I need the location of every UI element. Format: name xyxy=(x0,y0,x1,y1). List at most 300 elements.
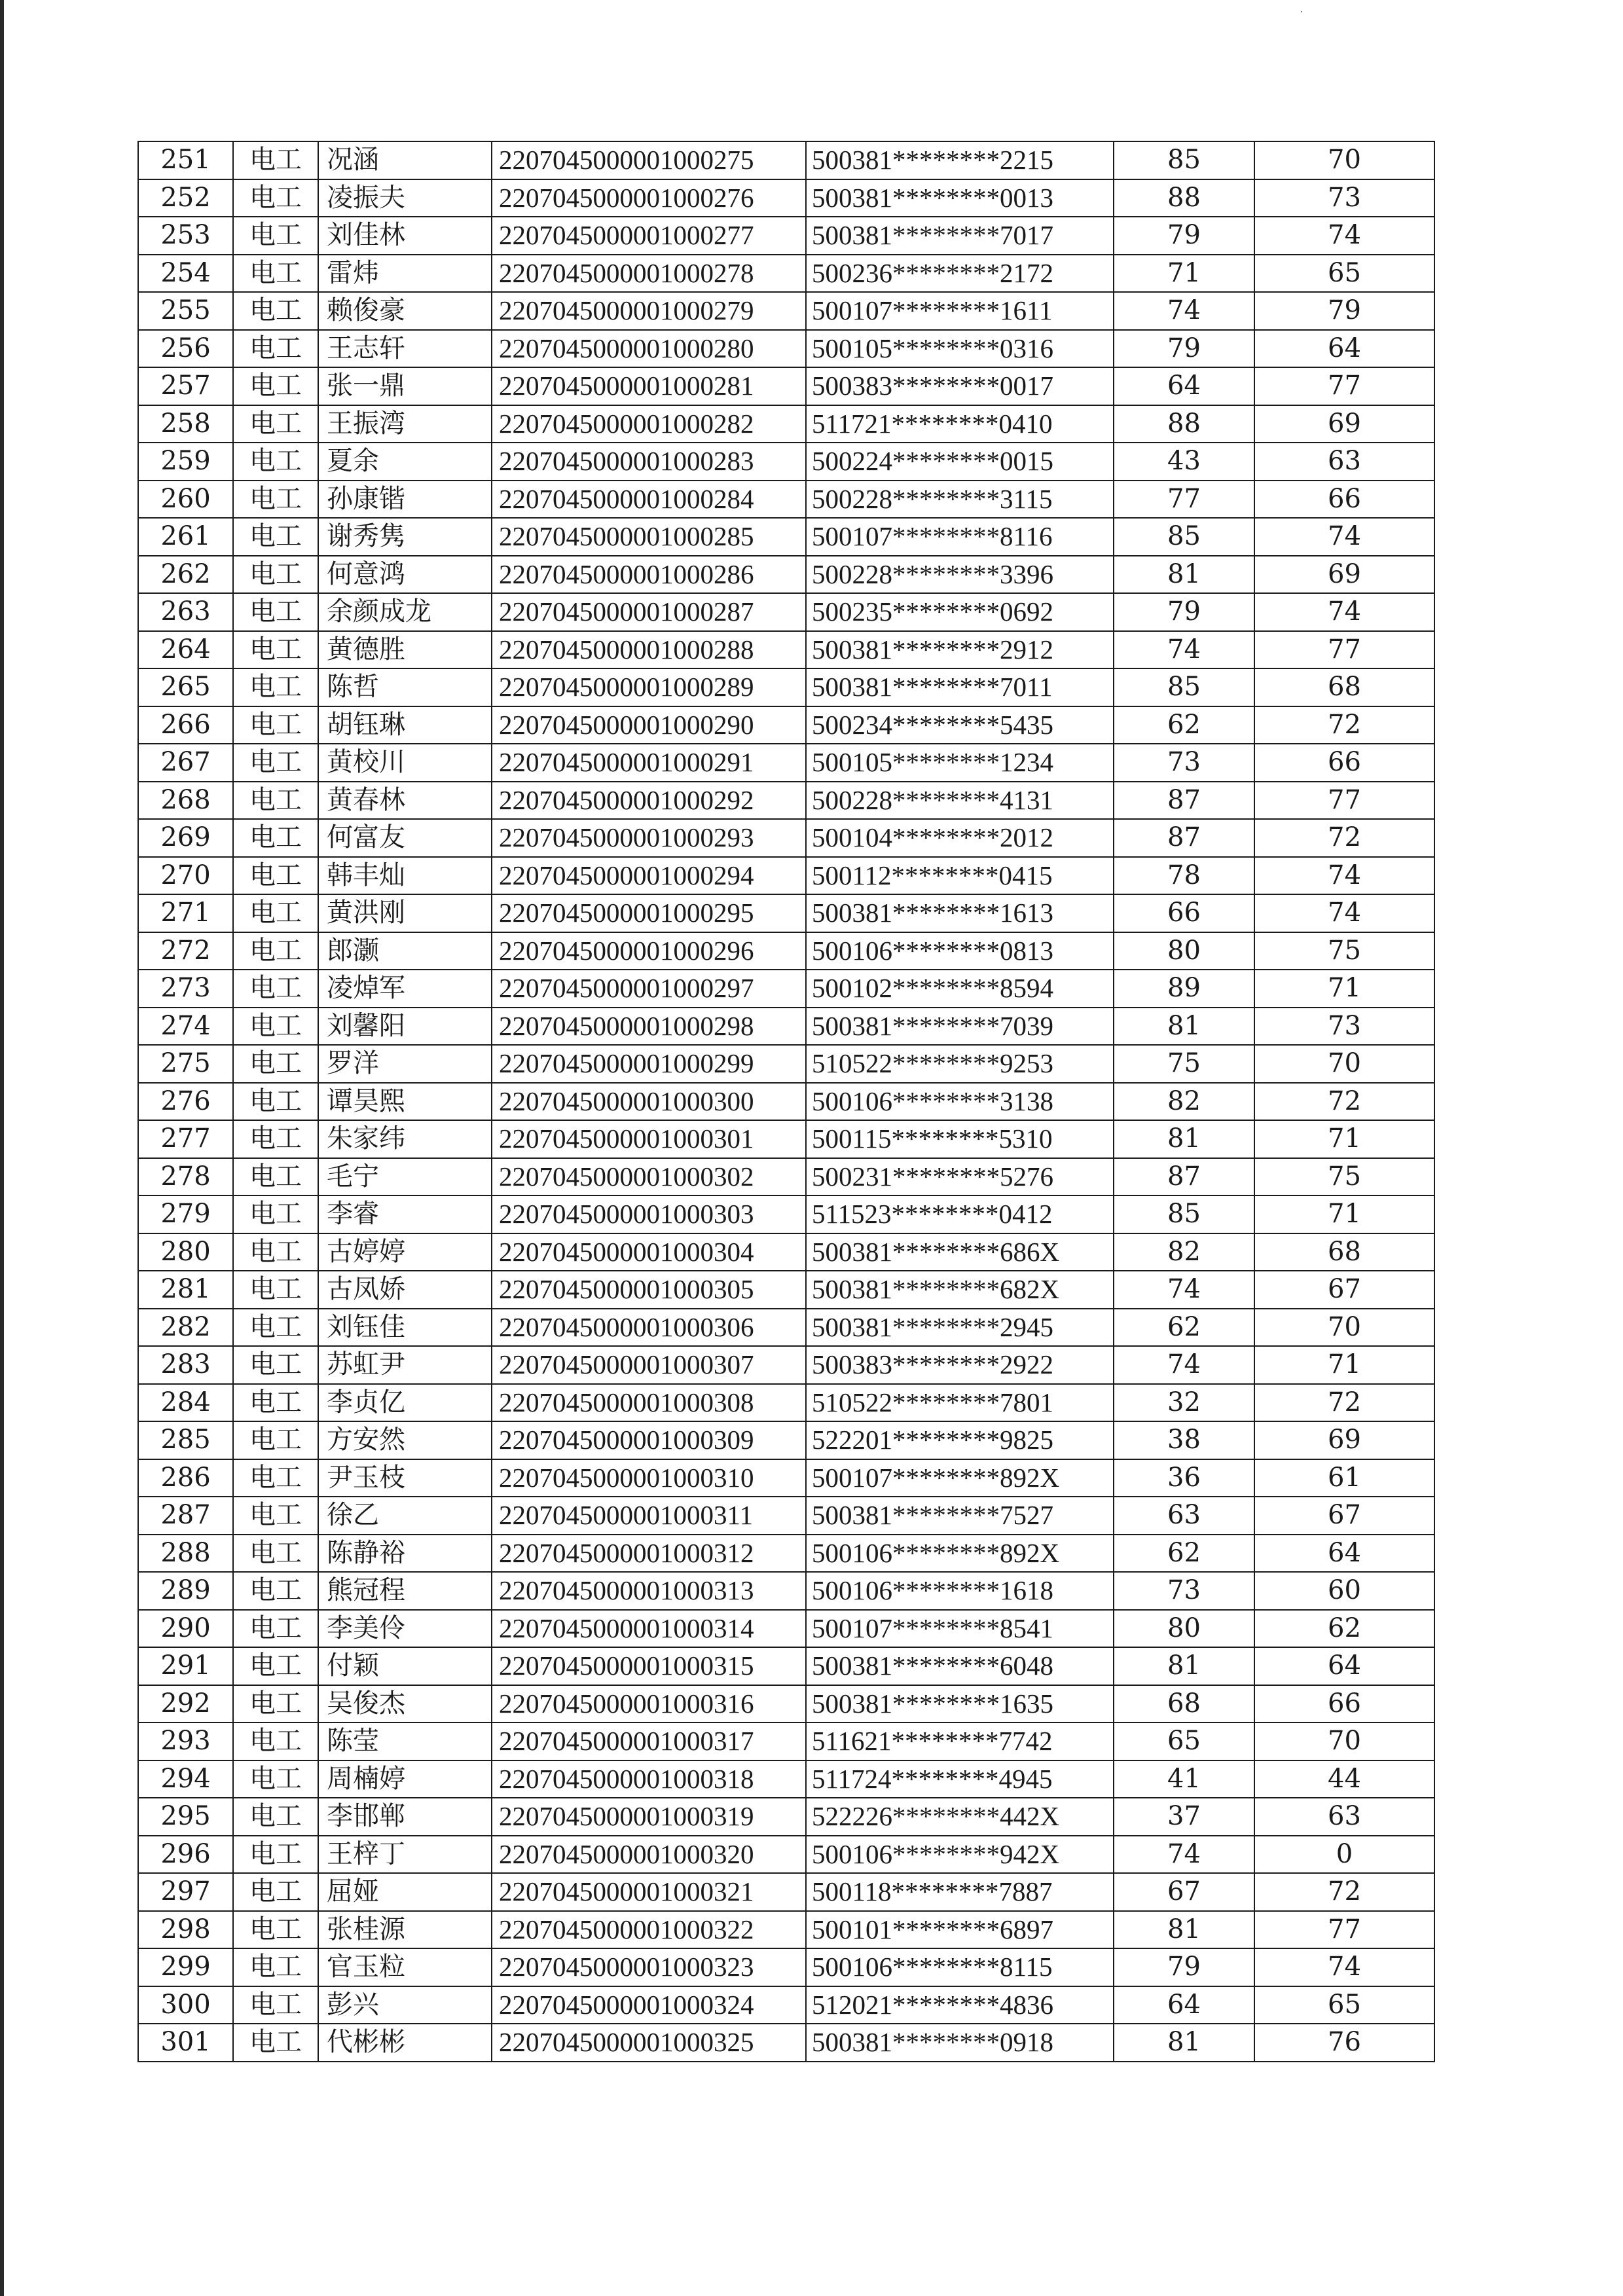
certificate-number-cell: 2207045000001000286 xyxy=(492,556,806,594)
table-row xyxy=(138,217,1434,255)
id-number-cell: 500228********3396 xyxy=(806,556,1114,594)
job-type-cell: 电工 xyxy=(233,894,318,932)
job-type-cell: 电工 xyxy=(233,481,318,519)
job-type-cell: 电工 xyxy=(233,367,318,405)
row-number-cell: 258 xyxy=(138,405,233,443)
practical-score-cell: 66 xyxy=(1254,744,1434,782)
certificate-number-cell: 2207045000001000287 xyxy=(492,593,806,631)
certificate-number-cell: 2207045000001000285 xyxy=(492,518,806,556)
job-type-cell: 电工 xyxy=(233,706,318,744)
job-type-cell: 电工 xyxy=(233,1685,318,1723)
table-row xyxy=(138,631,1434,669)
table-row xyxy=(138,706,1434,744)
candidate-name-cell: 陈静裕 xyxy=(318,1535,492,1573)
candidate-name-cell: 古婷婷 xyxy=(318,1233,492,1271)
table-row xyxy=(138,1497,1434,1535)
theory-score-cell: 74 xyxy=(1114,1271,1254,1309)
candidate-name-cell: 官玉粒 xyxy=(318,1948,492,1986)
certificate-number-cell: 2207045000001000298 xyxy=(492,1008,806,1046)
id-number-cell: 512021********4836 xyxy=(806,1986,1114,2024)
practical-score-cell: 63 xyxy=(1254,443,1434,481)
practical-score-cell: 67 xyxy=(1254,1271,1434,1309)
theory-score-cell: 74 xyxy=(1114,292,1254,330)
table-row xyxy=(138,1760,1434,1798)
theory-score-cell: 88 xyxy=(1114,179,1254,217)
job-type-cell: 电工 xyxy=(233,1309,318,1347)
table-row xyxy=(138,1346,1434,1384)
job-type-cell: 电工 xyxy=(233,1459,318,1497)
table-row xyxy=(138,1045,1434,1083)
candidate-name-cell: 刘馨阳 xyxy=(318,1008,492,1046)
practical-score-cell: 64 xyxy=(1254,1647,1434,1685)
id-number-cell: 500228********3115 xyxy=(806,481,1114,519)
table-row xyxy=(138,593,1434,631)
job-type-cell: 电工 xyxy=(233,1083,318,1121)
id-number-cell: 500106********0813 xyxy=(806,932,1114,970)
id-number-cell: 500381********682X xyxy=(806,1271,1114,1309)
table-row xyxy=(138,1271,1434,1309)
id-number-cell: 500381********2215 xyxy=(806,141,1114,179)
practical-score-cell: 62 xyxy=(1254,1610,1434,1648)
practical-score-cell: 69 xyxy=(1254,556,1434,594)
practical-score-cell: 72 xyxy=(1254,1873,1434,1911)
id-number-cell: 500381********0918 xyxy=(806,2024,1114,2062)
table-row xyxy=(138,1911,1434,1949)
scan-speck: · xyxy=(1300,5,1304,19)
candidate-name-cell: 黄洪刚 xyxy=(318,894,492,932)
id-number-cell: 500107********8116 xyxy=(806,518,1114,556)
table-row xyxy=(138,1158,1434,1196)
theory-score-cell: 66 xyxy=(1114,894,1254,932)
practical-score-cell: 70 xyxy=(1254,1309,1434,1347)
table-row xyxy=(138,1948,1434,1986)
job-type-cell: 电工 xyxy=(233,1233,318,1271)
table-row xyxy=(138,819,1434,857)
practical-score-cell: 60 xyxy=(1254,1572,1434,1610)
table-row xyxy=(138,1120,1434,1158)
row-number-cell: 252 xyxy=(138,179,233,217)
row-number-cell: 280 xyxy=(138,1233,233,1271)
row-number-cell: 259 xyxy=(138,443,233,481)
job-type-cell: 电工 xyxy=(233,1120,318,1158)
candidate-name-cell: 尹玉枝 xyxy=(318,1459,492,1497)
certificate-number-cell: 2207045000001000325 xyxy=(492,2024,806,2062)
practical-score-cell: 66 xyxy=(1254,1685,1434,1723)
candidate-name-cell: 毛宁 xyxy=(318,1158,492,1196)
candidate-name-cell: 赖俊豪 xyxy=(318,292,492,330)
theory-score-cell: 67 xyxy=(1114,1873,1254,1911)
certificate-number-cell: 2207045000001000277 xyxy=(492,217,806,255)
practical-score-cell: 69 xyxy=(1254,405,1434,443)
certificate-number-cell: 2207045000001000321 xyxy=(492,1873,806,1911)
candidate-name-cell: 方安然 xyxy=(318,1421,492,1459)
table-row xyxy=(138,857,1434,895)
theory-score-cell: 87 xyxy=(1114,819,1254,857)
theory-score-cell: 74 xyxy=(1114,1836,1254,1874)
job-type-cell: 电工 xyxy=(233,1798,318,1836)
theory-score-cell: 71 xyxy=(1114,255,1254,293)
theory-score-cell: 81 xyxy=(1114,1647,1254,1685)
practical-score-cell: 75 xyxy=(1254,932,1434,970)
theory-score-cell: 37 xyxy=(1114,1798,1254,1836)
theory-score-cell: 65 xyxy=(1114,1722,1254,1760)
id-number-cell: 500381********2912 xyxy=(806,631,1114,669)
table-row xyxy=(138,141,1434,179)
practical-score-cell: 72 xyxy=(1254,819,1434,857)
row-number-cell: 279 xyxy=(138,1195,233,1233)
certificate-number-cell: 2207045000001000305 xyxy=(492,1271,806,1309)
job-type-cell: 电工 xyxy=(233,1647,318,1685)
certificate-number-cell: 2207045000001000281 xyxy=(492,367,806,405)
practical-score-cell: 77 xyxy=(1254,782,1434,820)
id-number-cell: 500381********1613 xyxy=(806,894,1114,932)
job-type-cell: 电工 xyxy=(233,556,318,594)
id-number-cell: 500118********7887 xyxy=(806,1873,1114,1911)
table-row xyxy=(138,894,1434,932)
candidate-name-cell: 凌振夫 xyxy=(318,179,492,217)
row-number-cell: 299 xyxy=(138,1948,233,1986)
table-row xyxy=(138,481,1434,519)
id-number-cell: 500383********2922 xyxy=(806,1346,1114,1384)
row-number-cell: 274 xyxy=(138,1008,233,1046)
theory-score-cell: 64 xyxy=(1114,1986,1254,2024)
theory-score-cell: 80 xyxy=(1114,1610,1254,1648)
id-number-cell: 500101********6897 xyxy=(806,1911,1114,1949)
row-number-cell: 253 xyxy=(138,217,233,255)
theory-score-cell: 85 xyxy=(1114,141,1254,179)
theory-score-cell: 89 xyxy=(1114,970,1254,1008)
job-type-cell: 电工 xyxy=(233,405,318,443)
id-number-cell: 500381********6048 xyxy=(806,1647,1114,1685)
candidate-name-cell: 陈哲 xyxy=(318,668,492,706)
certificate-number-cell: 2207045000001000303 xyxy=(492,1195,806,1233)
theory-score-cell: 77 xyxy=(1114,481,1254,519)
candidate-name-cell: 张桂源 xyxy=(318,1911,492,1949)
candidate-name-cell: 周楠婷 xyxy=(318,1760,492,1798)
row-number-cell: 263 xyxy=(138,593,233,631)
table-row xyxy=(138,2024,1434,2062)
row-number-cell: 276 xyxy=(138,1083,233,1121)
id-number-cell: 500381********7017 xyxy=(806,217,1114,255)
row-number-cell: 300 xyxy=(138,1986,233,2024)
theory-score-cell: 82 xyxy=(1114,1083,1254,1121)
table-row xyxy=(138,668,1434,706)
certificate-number-cell: 2207045000001000291 xyxy=(492,744,806,782)
candidate-name-cell: 屈娅 xyxy=(318,1873,492,1911)
practical-score-cell: 77 xyxy=(1254,631,1434,669)
candidate-name-cell: 黄春林 xyxy=(318,782,492,820)
practical-score-cell: 68 xyxy=(1254,1233,1434,1271)
row-number-cell: 275 xyxy=(138,1045,233,1083)
row-number-cell: 254 xyxy=(138,255,233,293)
job-type-cell: 电工 xyxy=(233,292,318,330)
theory-score-cell: 36 xyxy=(1114,1459,1254,1497)
practical-score-cell: 74 xyxy=(1254,1948,1434,1986)
certificate-number-cell: 2207045000001000279 xyxy=(492,292,806,330)
practical-score-cell: 70 xyxy=(1254,1045,1434,1083)
certificate-number-cell: 2207045000001000294 xyxy=(492,857,806,895)
row-number-cell: 288 xyxy=(138,1535,233,1573)
practical-score-cell: 77 xyxy=(1254,367,1434,405)
theory-score-cell: 85 xyxy=(1114,518,1254,556)
id-number-cell: 500383********0017 xyxy=(806,367,1114,405)
id-number-cell: 500381********0013 xyxy=(806,179,1114,217)
certificate-number-cell: 2207045000001000317 xyxy=(492,1722,806,1760)
table-row xyxy=(138,1572,1434,1610)
id-number-cell: 500381********686X xyxy=(806,1233,1114,1271)
id-number-cell: 510522********9253 xyxy=(806,1045,1114,1083)
table-row xyxy=(138,292,1434,330)
certificate-number-cell: 2207045000001000308 xyxy=(492,1384,806,1422)
score-table xyxy=(137,141,1435,2062)
certificate-number-cell: 2207045000001000309 xyxy=(492,1421,806,1459)
candidate-name-cell: 吴俊杰 xyxy=(318,1685,492,1723)
table-row xyxy=(138,1836,1434,1874)
candidate-name-cell: 余颜成龙 xyxy=(318,593,492,631)
row-number-cell: 262 xyxy=(138,556,233,594)
certificate-number-cell: 2207045000001000289 xyxy=(492,668,806,706)
certificate-number-cell: 2207045000001000276 xyxy=(492,179,806,217)
id-number-cell: 500234********5435 xyxy=(806,706,1114,744)
row-number-cell: 282 xyxy=(138,1309,233,1347)
table-row xyxy=(138,1195,1434,1233)
candidate-name-cell: 况涵 xyxy=(318,141,492,179)
id-number-cell: 500115********5310 xyxy=(806,1120,1114,1158)
table-row xyxy=(138,1309,1434,1347)
job-type-cell: 电工 xyxy=(233,631,318,669)
candidate-name-cell: 彭兴 xyxy=(318,1986,492,2024)
row-number-cell: 271 xyxy=(138,894,233,932)
candidate-name-cell: 李邯郸 xyxy=(318,1798,492,1836)
row-number-cell: 289 xyxy=(138,1572,233,1610)
practical-score-cell: 44 xyxy=(1254,1760,1434,1798)
job-type-cell: 电工 xyxy=(233,1986,318,2024)
theory-score-cell: 43 xyxy=(1114,443,1254,481)
certificate-number-cell: 2207045000001000316 xyxy=(492,1685,806,1723)
table-row xyxy=(138,1986,1434,2024)
certificate-number-cell: 2207045000001000296 xyxy=(492,932,806,970)
practical-score-cell: 74 xyxy=(1254,518,1434,556)
practical-score-cell: 79 xyxy=(1254,292,1434,330)
job-type-cell: 电工 xyxy=(233,1722,318,1760)
table-row xyxy=(138,1647,1434,1685)
certificate-number-cell: 2207045000001000315 xyxy=(492,1647,806,1685)
theory-score-cell: 74 xyxy=(1114,1346,1254,1384)
job-type-cell: 电工 xyxy=(233,744,318,782)
candidate-name-cell: 黄德胜 xyxy=(318,631,492,669)
row-number-cell: 294 xyxy=(138,1760,233,1798)
table-row xyxy=(138,518,1434,556)
job-type-cell: 电工 xyxy=(233,217,318,255)
row-number-cell: 291 xyxy=(138,1647,233,1685)
candidate-name-cell: 李贞亿 xyxy=(318,1384,492,1422)
table-row xyxy=(138,330,1434,368)
certificate-number-cell: 2207045000001000292 xyxy=(492,782,806,820)
score-table-body xyxy=(138,141,1434,2062)
candidate-name-cell: 徐乙 xyxy=(318,1497,492,1535)
job-type-cell: 电工 xyxy=(233,1948,318,1986)
certificate-number-cell: 2207045000001000275 xyxy=(492,141,806,179)
candidate-name-cell: 付颖 xyxy=(318,1647,492,1685)
row-number-cell: 293 xyxy=(138,1722,233,1760)
row-number-cell: 283 xyxy=(138,1346,233,1384)
table-row xyxy=(138,1233,1434,1271)
certificate-number-cell: 2207045000001000320 xyxy=(492,1836,806,1874)
row-number-cell: 290 xyxy=(138,1610,233,1648)
job-type-cell: 电工 xyxy=(233,1045,318,1083)
practical-score-cell: 70 xyxy=(1254,1722,1434,1760)
certificate-number-cell: 2207045000001000280 xyxy=(492,330,806,368)
id-number-cell: 500228********4131 xyxy=(806,782,1114,820)
row-number-cell: 256 xyxy=(138,330,233,368)
certificate-number-cell: 2207045000001000322 xyxy=(492,1911,806,1949)
id-number-cell: 500106********8115 xyxy=(806,1948,1114,1986)
practical-score-cell: 71 xyxy=(1254,970,1434,1008)
candidate-name-cell: 胡钰琳 xyxy=(318,706,492,744)
certificate-number-cell: 2207045000001000302 xyxy=(492,1158,806,1196)
job-type-cell: 电工 xyxy=(233,179,318,217)
certificate-number-cell: 2207045000001000295 xyxy=(492,894,806,932)
practical-score-cell: 64 xyxy=(1254,330,1434,368)
row-number-cell: 281 xyxy=(138,1271,233,1309)
row-number-cell: 301 xyxy=(138,2024,233,2062)
certificate-number-cell: 2207045000001000307 xyxy=(492,1346,806,1384)
theory-score-cell: 80 xyxy=(1114,932,1254,970)
certificate-number-cell: 2207045000001000314 xyxy=(492,1610,806,1648)
certificate-number-cell: 2207045000001000313 xyxy=(492,1572,806,1610)
theory-score-cell: 78 xyxy=(1114,857,1254,895)
row-number-cell: 261 xyxy=(138,518,233,556)
row-number-cell: 287 xyxy=(138,1497,233,1535)
job-type-cell: 电工 xyxy=(233,1421,318,1459)
id-number-cell: 500381********2945 xyxy=(806,1309,1114,1347)
table-row xyxy=(138,932,1434,970)
row-number-cell: 286 xyxy=(138,1459,233,1497)
practical-score-cell: 65 xyxy=(1254,1986,1434,2024)
certificate-number-cell: 2207045000001000299 xyxy=(492,1045,806,1083)
practical-score-cell: 73 xyxy=(1254,179,1434,217)
practical-score-cell: 72 xyxy=(1254,706,1434,744)
id-number-cell: 500105********0316 xyxy=(806,330,1114,368)
job-type-cell: 电工 xyxy=(233,668,318,706)
job-type-cell: 电工 xyxy=(233,1497,318,1535)
job-type-cell: 电工 xyxy=(233,1572,318,1610)
job-type-cell: 电工 xyxy=(233,1346,318,1384)
candidate-name-cell: 刘钰佳 xyxy=(318,1309,492,1347)
row-number-cell: 297 xyxy=(138,1873,233,1911)
practical-score-cell: 71 xyxy=(1254,1195,1434,1233)
theory-score-cell: 81 xyxy=(1114,1120,1254,1158)
certificate-number-cell: 2207045000001000290 xyxy=(492,706,806,744)
theory-score-cell: 81 xyxy=(1114,2024,1254,2062)
candidate-name-cell: 夏余 xyxy=(318,443,492,481)
id-number-cell: 500112********0415 xyxy=(806,857,1114,895)
id-number-cell: 511523********0412 xyxy=(806,1195,1114,1233)
certificate-number-cell: 2207045000001000282 xyxy=(492,405,806,443)
candidate-name-cell: 苏虹尹 xyxy=(318,1346,492,1384)
id-number-cell: 510522********7801 xyxy=(806,1384,1114,1422)
certificate-number-cell: 2207045000001000278 xyxy=(492,255,806,293)
theory-score-cell: 81 xyxy=(1114,556,1254,594)
candidate-name-cell: 李睿 xyxy=(318,1195,492,1233)
table-row xyxy=(138,1384,1434,1422)
job-type-cell: 电工 xyxy=(233,1195,318,1233)
row-number-cell: 265 xyxy=(138,668,233,706)
id-number-cell: 500107********8541 xyxy=(806,1610,1114,1648)
id-number-cell: 500381********7039 xyxy=(806,1008,1114,1046)
certificate-number-cell: 2207045000001000323 xyxy=(492,1948,806,1986)
practical-score-cell: 70 xyxy=(1254,141,1434,179)
theory-score-cell: 62 xyxy=(1114,1535,1254,1573)
id-number-cell: 500381********7527 xyxy=(806,1497,1114,1535)
certificate-number-cell: 2207045000001000318 xyxy=(492,1760,806,1798)
theory-score-cell: 85 xyxy=(1114,668,1254,706)
theory-score-cell: 62 xyxy=(1114,706,1254,744)
certificate-number-cell: 2207045000001000301 xyxy=(492,1120,806,1158)
row-number-cell: 260 xyxy=(138,481,233,519)
row-number-cell: 272 xyxy=(138,932,233,970)
job-type-cell: 电工 xyxy=(233,1271,318,1309)
theory-score-cell: 62 xyxy=(1114,1309,1254,1347)
table-row xyxy=(138,443,1434,481)
practical-score-cell: 72 xyxy=(1254,1384,1434,1422)
practical-score-cell: 63 xyxy=(1254,1798,1434,1836)
table-row xyxy=(138,1610,1434,1648)
job-type-cell: 电工 xyxy=(233,1158,318,1196)
job-type-cell: 电工 xyxy=(233,330,318,368)
theory-score-cell: 74 xyxy=(1114,631,1254,669)
practical-score-cell: 77 xyxy=(1254,1911,1434,1949)
theory-score-cell: 87 xyxy=(1114,1158,1254,1196)
practical-score-cell: 74 xyxy=(1254,857,1434,895)
practical-score-cell: 69 xyxy=(1254,1421,1434,1459)
table-row xyxy=(138,1083,1434,1121)
id-number-cell: 500105********1234 xyxy=(806,744,1114,782)
job-type-cell: 电工 xyxy=(233,1610,318,1648)
theory-score-cell: 88 xyxy=(1114,405,1254,443)
candidate-name-cell: 王梓丁 xyxy=(318,1836,492,1874)
row-number-cell: 270 xyxy=(138,857,233,895)
job-type-cell: 电工 xyxy=(233,443,318,481)
table-row xyxy=(138,1421,1434,1459)
job-type-cell: 电工 xyxy=(233,255,318,293)
job-type-cell: 电工 xyxy=(233,1911,318,1949)
job-type-cell: 电工 xyxy=(233,2024,318,2062)
practical-score-cell: 71 xyxy=(1254,1120,1434,1158)
id-number-cell: 500235********0692 xyxy=(806,593,1114,631)
practical-score-cell: 72 xyxy=(1254,1083,1434,1121)
table-row xyxy=(138,1459,1434,1497)
certificate-number-cell: 2207045000001000284 xyxy=(492,481,806,519)
theory-score-cell: 75 xyxy=(1114,1045,1254,1083)
row-number-cell: 273 xyxy=(138,970,233,1008)
candidate-name-cell: 古凤娇 xyxy=(318,1271,492,1309)
candidate-name-cell: 王振湾 xyxy=(318,405,492,443)
practical-score-cell: 61 xyxy=(1254,1459,1434,1497)
id-number-cell: 500381********1635 xyxy=(806,1685,1114,1723)
row-number-cell: 292 xyxy=(138,1685,233,1723)
theory-score-cell: 82 xyxy=(1114,1233,1254,1271)
candidate-name-cell: 雷炜 xyxy=(318,255,492,293)
job-type-cell: 电工 xyxy=(233,1008,318,1046)
table-row xyxy=(138,1008,1434,1046)
id-number-cell: 500106********942X xyxy=(806,1836,1114,1874)
row-number-cell: 255 xyxy=(138,292,233,330)
candidate-name-cell: 郎灏 xyxy=(318,932,492,970)
candidate-name-cell: 熊冠程 xyxy=(318,1572,492,1610)
id-number-cell: 511724********4945 xyxy=(806,1760,1114,1798)
row-number-cell: 266 xyxy=(138,706,233,744)
